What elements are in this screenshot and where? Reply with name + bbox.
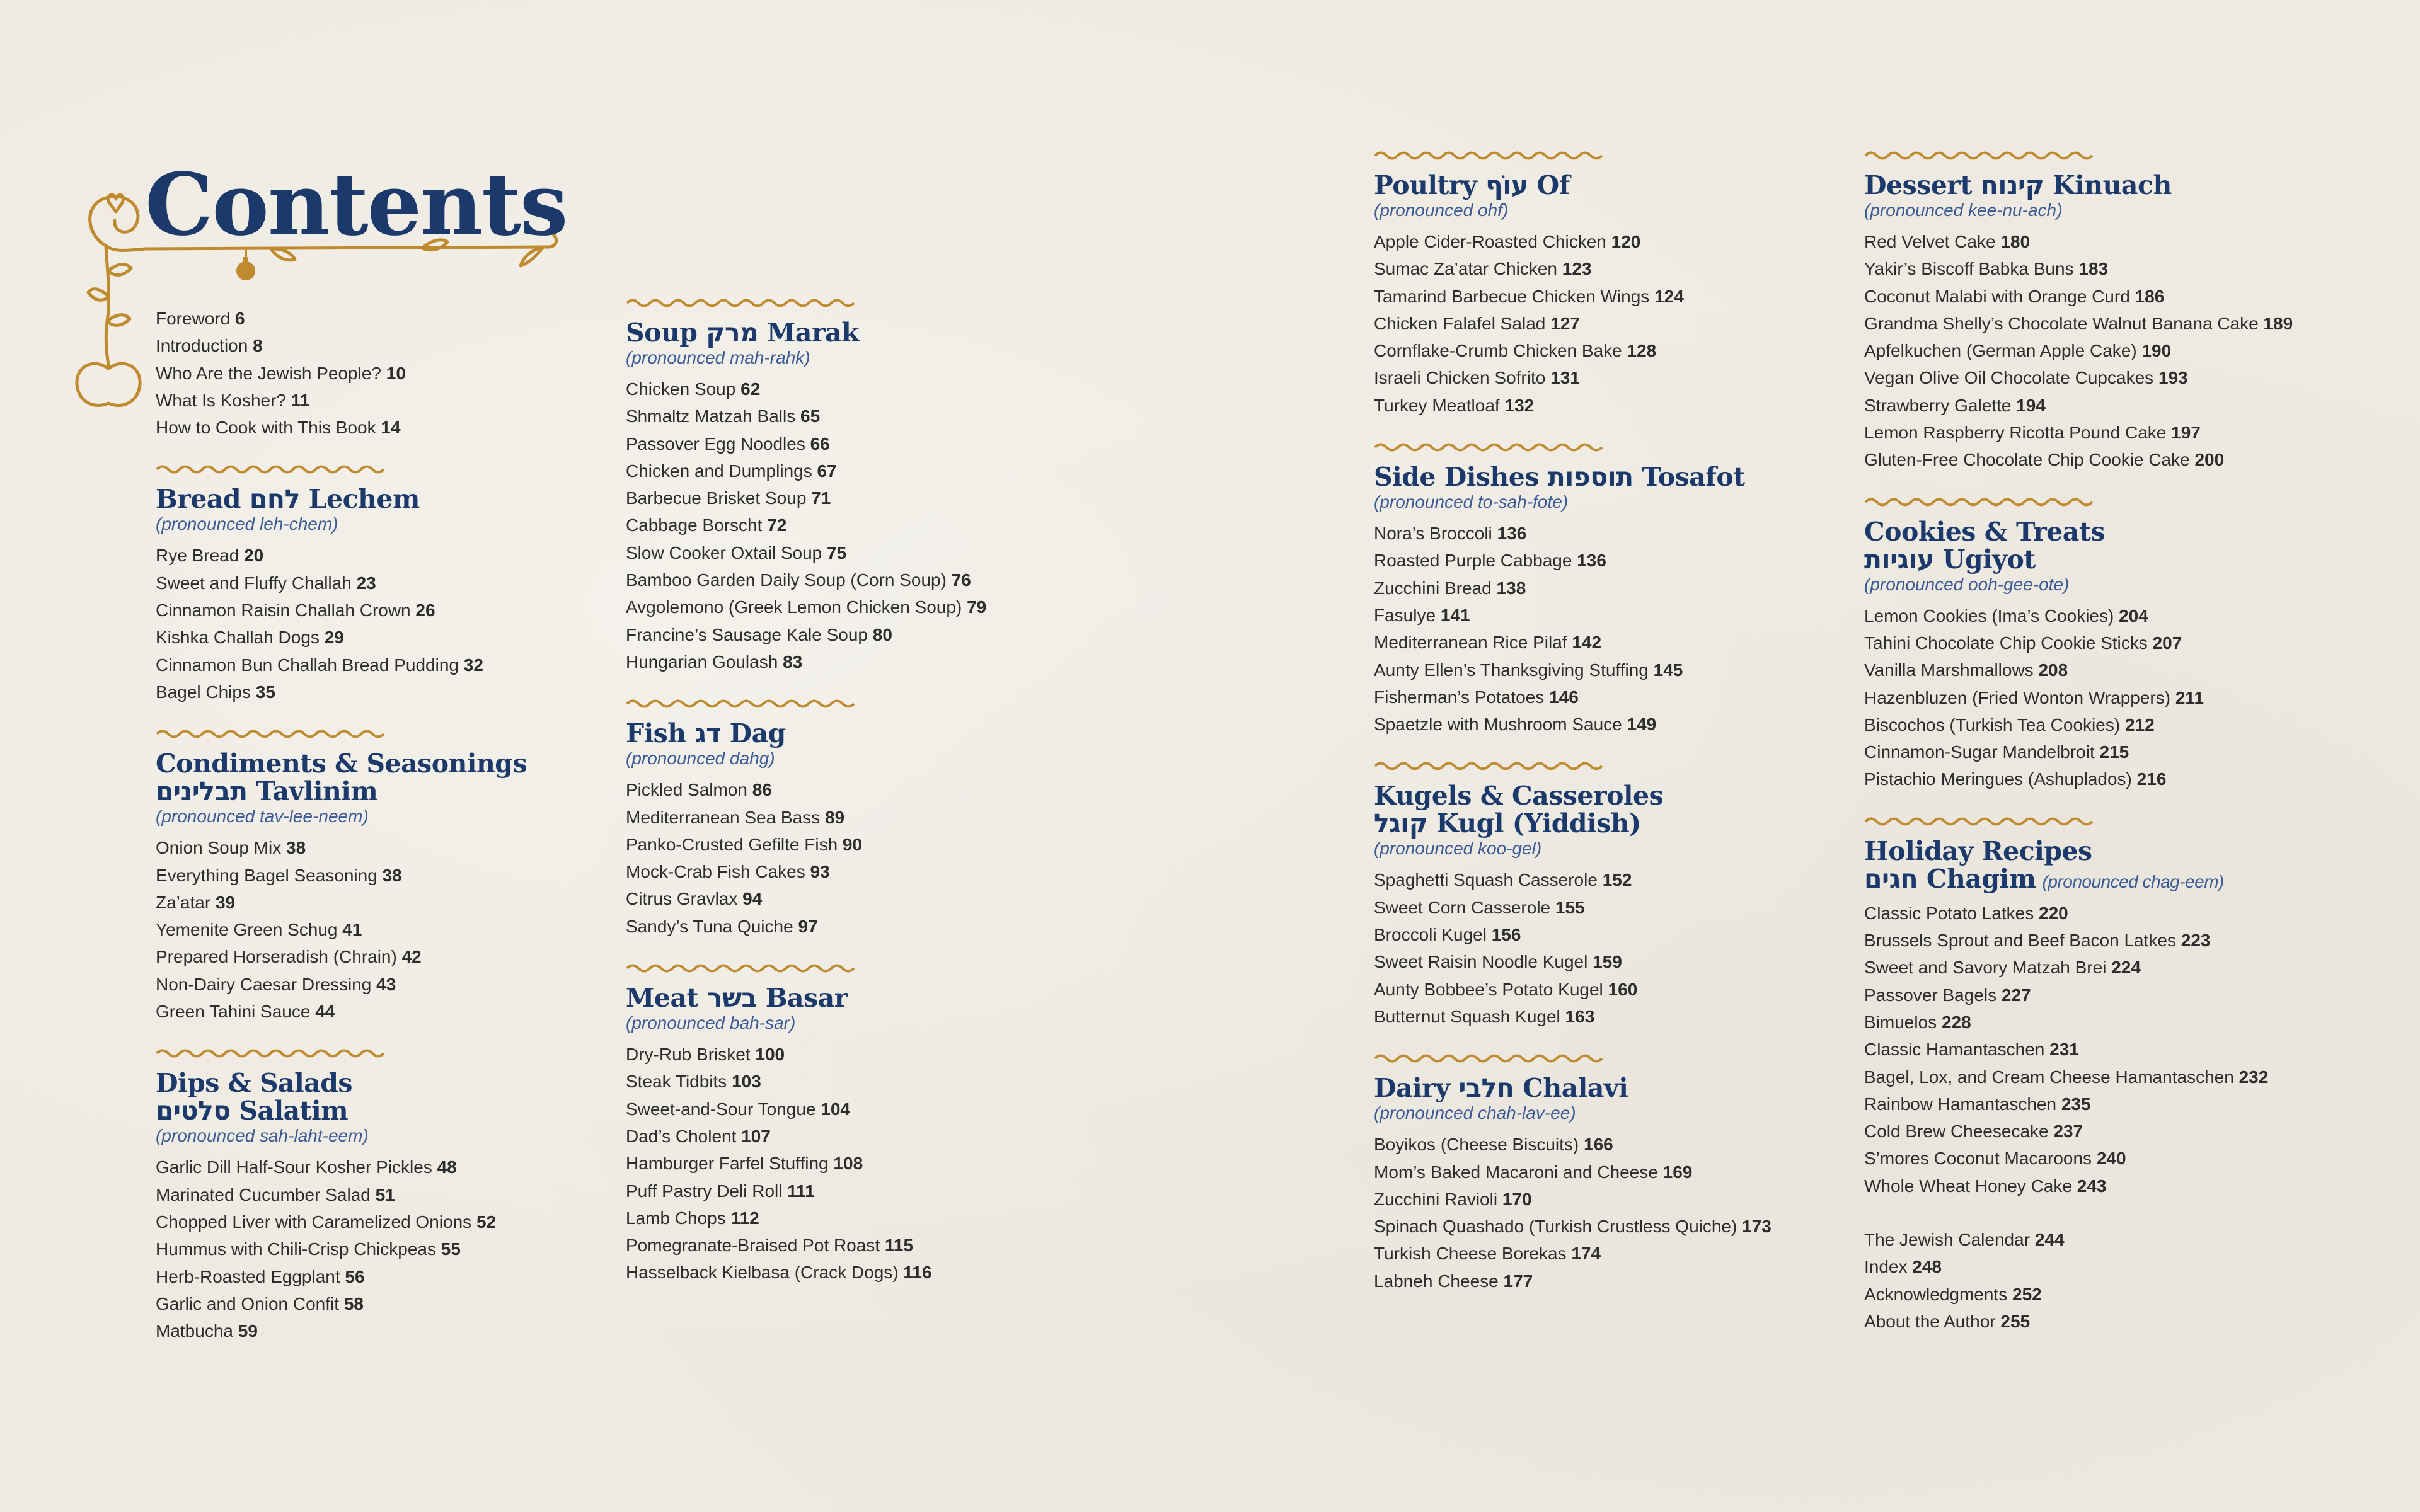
toc-entry[interactable]: Biscochos (Turkish Tea Cookies) 212 [1864,714,2155,735]
toc-entry[interactable]: Vegan Olive Oil Chocolate Cupcakes 193 [1864,368,2188,388]
column-1 [156,305,584,1344]
toc-entry[interactable]: Panko-Crusted Gefilte Fish 90 [626,834,863,854]
toc-entry[interactable]: Hungarian Goulash 83 [626,651,803,672]
toc-entry[interactable]: Shmaltz Matzah Balls 65 [626,406,821,427]
toc-entry[interactable]: Steak Tidbits 103 [626,1072,761,1092]
toc-entry[interactable]: Fasulye 141 [1374,605,1470,625]
toc-entry[interactable]: Boyikos (Cheese Biscuits) 166 [1374,1135,1613,1155]
section-heading[interactable]: Kugels & Casseroles קוגל Kugl (Yiddish) [1374,781,1664,839]
wave-divider-icon [156,462,389,476]
toc-entry[interactable]: Cabbage Borscht 72 [626,515,787,536]
pronunciation: (pronounced sah-laht-eem) [156,1126,369,1146]
toc-entry[interactable]: Citrus Gravlax 94 [626,889,763,909]
toc-entry[interactable]: What Is Kosher? 11 [156,390,310,410]
toc-entry[interactable]: Spaetzle with Mushroom Sauce 149 [1374,714,1657,735]
section-heading[interactable]: Poultry עוֹף Of [1374,170,1570,200]
toc-entry[interactable]: Mediterranean Sea Bass 89 [626,807,845,827]
toc-entry[interactable]: Bamboo Garden Daily Soup (Corn Soup) 76 [626,570,971,590]
section-heading[interactable]: Dairy חלבי Chalavi [1374,1073,1628,1104]
toc-entry[interactable]: Spinach Quashado (Turkish Crustless Quiche) 173 [1374,1217,1772,1237]
toc-entry[interactable]: Nora’s Broccoli 136 [1374,524,1527,544]
toc-entry[interactable]: Hasselback Kielbasa (Crack Dogs) 116 [626,1263,932,1283]
wave-divider-icon [1864,815,2097,828]
pronunciation: (pronounced ooh-gee-ote) [1864,574,2070,594]
toc-entry[interactable]: Francine’s Sausage Kale Soup 80 [626,624,892,644]
toc-entry[interactable]: Onion Soup Mix 38 [156,838,306,858]
pronunciation: (pronounced chah-lav-ee) [1374,1103,1576,1123]
pronunciation: (pronounced koo-gel) [1374,839,1542,859]
section-heading[interactable]: Dessert קינוח Kinuach [1864,170,2172,200]
toc-entry[interactable]: Kishka Challah Dogs 29 [156,627,344,648]
toc-entry[interactable]: Lemon Cookies (Ima’s Cookies) 204 [1864,605,2148,626]
wave-divider-icon [1374,759,1607,773]
toc-entry[interactable]: Dad’s Cholent 107 [626,1126,771,1146]
pronunciation: (pronounced to-sah-fote) [1374,492,1569,512]
toc-entry[interactable]: Aunty Bobbee’s Potato Kugel 160 [1374,979,1638,999]
toc-entry[interactable]: Who Are the Jewish People? 10 [156,363,406,383]
toc-entry[interactable]: Everything Bagel Seasoning 38 [156,865,402,885]
toc-entry[interactable]: Chopped Liver with Caramelized Onions 52 [156,1211,497,1232]
toc-entry[interactable]: Acknowledgments 252 [1864,1284,2042,1304]
section-holiday [1864,815,2406,1200]
toc-entry[interactable]: Yemenite Green Schug 41 [156,920,362,940]
pronunciation: (pronounced kee-nu-ach) [1864,200,2063,220]
section-heading[interactable]: Condiments & Seasonings תבלינים Tavlinim [156,748,527,807]
toc-entry[interactable]: Lemon Raspberry Ricotta Pound Cake 197 [1864,423,2201,443]
toc-entry[interactable]: Cinnamon Raisin Challah Crown 26 [156,600,435,621]
section-soup [626,296,1054,675]
toc-entry[interactable]: Apple Cider-Roasted Chicken 120 [1374,232,1641,251]
toc-entry[interactable]: The Jewish Calendar 244 [1864,1230,2065,1250]
toc-entry[interactable]: Zucchini Bread 138 [1374,578,1526,598]
pronunciation: (pronounced bah-sar) [626,1013,796,1033]
toc-entry[interactable]: Index 248 [1864,1257,1942,1277]
toc-entry[interactable]: Mediterranean Rice Pilaf 142 [1374,633,1602,653]
section-meat [626,961,1054,1286]
toc-entry[interactable]: Whole Wheat Honey Cake 243 [1864,1176,2107,1196]
toc-entry[interactable]: Bagel Chips 35 [156,682,275,702]
toc-entry[interactable]: Sweet-and-Sour Tongue 104 [626,1099,850,1119]
toc-entry[interactable]: Pickled Salmon 86 [626,780,772,800]
section-bread [156,462,584,706]
toc-entry[interactable]: Sweet Corn Casserole 155 [1374,897,1585,917]
toc-entry[interactable]: Grandma Shelly’s Chocolate Walnut Banana Cake 189 [1864,313,2293,333]
section-sides [1374,440,1853,738]
toc-entry[interactable]: Mock-Crab Fish Cakes 93 [626,862,830,882]
pronunciation: (pronounced leh-chem) [156,514,338,534]
wave-divider-icon [1374,440,1607,454]
front-matter-list [156,305,584,441]
pronunciation: (pronounced mah-rahk) [626,348,810,367]
toc-entry[interactable]: Vanilla Marshmallows 208 [1864,660,2068,680]
wave-divider-icon [156,1046,389,1060]
toc-entry[interactable]: Hamburger Farfel Stuffing 108 [626,1154,863,1174]
pronunciation: (pronounced chag-eem) [2042,871,2224,891]
toc-entry[interactable]: Prepared Horseradish (Chrain) 42 [156,947,422,967]
pronunciation: (pronounced ohf) [1374,200,1509,220]
toc-entry[interactable]: Chicken and Dumplings 67 [626,461,837,481]
toc-entry[interactable]: Pomegranate-Braised Pot Roast 115 [626,1235,914,1256]
toc-entry[interactable]: Herb-Roasted Eggplant 56 [156,1266,365,1286]
toc-entry[interactable]: Brussels Sprout and Beef Bacon Latkes 223 [1864,931,2211,951]
toc-entry[interactable]: Rye Bread 20 [156,546,264,566]
toc-entry[interactable]: Mom’s Baked Macaroni and Cheese 169 [1374,1162,1693,1182]
toc-entry[interactable]: Classic Hamantaschen 231 [1864,1040,2079,1060]
toc-entry[interactable]: Avgolemono (Greek Lemon Chicken Soup) 79 [626,597,987,617]
toc-entry[interactable]: Coconut Malabi with Orange Curd 186 [1864,286,2165,306]
column-3 [1374,149,1853,1295]
section-dessert [1864,149,2406,474]
toc-entry[interactable]: Lamb Chops 112 [626,1208,759,1228]
toc-entry[interactable]: Matbucha 59 [156,1321,258,1341]
toc-entry[interactable]: Strawberry Galette 194 [1864,395,2046,415]
toc-entry[interactable]: Roasted Purple Cabbage 136 [1374,551,1606,571]
toc-entry[interactable]: Broccoli Kugel 156 [1374,925,1521,945]
toc-entry[interactable]: Aunty Ellen’s Thanksgiving Stuffing 145 [1374,660,1683,680]
toc-entry[interactable]: Hazenbluzen (Fried Wonton Wrappers) 211 [1864,687,2204,707]
wave-divider-icon [626,697,859,711]
section-heading[interactable]: Dips & Salads סלטים Salatim [156,1068,353,1126]
toc-entry[interactable]: Turkish Cheese Borekas 174 [1374,1244,1601,1264]
toc-entry[interactable]: Non-Dairy Caesar Dressing 43 [156,974,396,994]
section-heading[interactable]: Fish דג Dag [626,718,786,749]
section-heading[interactable]: Cookies & Treats עוגיות Ugiyot [1864,516,2105,575]
pronunciation: (pronounced tav-lee-neem) [156,806,369,827]
toc-entry[interactable]: Barbecue Brisket Soup 71 [626,488,831,508]
toc-entry[interactable]: Israeli Chicken Sofrito 131 [1374,368,1580,388]
toc-entry[interactable]: Sweet and Fluffy Challah 23 [156,573,376,593]
toc-entry[interactable]: Turkey Meatloaf 132 [1374,395,1535,415]
toc-entry[interactable]: Bimuelos 228 [1864,1012,1971,1032]
toc-entry[interactable]: Cold Brew Cheesecake 237 [1864,1121,2083,1142]
wave-divider-icon [626,961,859,975]
section-heading[interactable]: Side Dishes תוספות Tosafot [1374,462,1745,493]
toc-entry[interactable]: Sandy’s Tuna Quiche 97 [626,916,818,936]
toc-entry[interactable]: How to Cook with This Book 14 [156,418,401,438]
toc-entry[interactable]: Garlic Dill Half-Sour Kosher Pickles 48 [156,1157,457,1177]
toc-entry[interactable]: Cinnamon-Sugar Mandelbroit 215 [1864,742,2129,762]
toc-entry[interactable]: Red Velvet Cake 180 [1864,232,2031,251]
toc-entry[interactable]: Cinnamon Bun Challah Bread Pudding 32 [156,655,483,675]
toc-entry[interactable]: Tamarind Barbecue Chicken Wings 124 [1374,286,1684,306]
toc-entry[interactable]: Puff Pastry Deli Roll 111 [626,1181,815,1201]
section-heading[interactable]: Holiday Recipes חגים Chagim (pronounced chag-eem) [1864,835,2224,894]
toc-entry[interactable]: Rainbow Hamantaschen 235 [1864,1094,2091,1114]
page-title: Contents [145,154,567,255]
section-dairy [1374,1051,1853,1295]
section-heading[interactable]: Soup מרק Marak [626,318,860,348]
column-4 [1864,149,2406,1335]
toc-entry[interactable]: About the Author 255 [1864,1311,2031,1331]
section-heading[interactable]: Bread לחם Lechem [156,484,420,515]
toc-entry[interactable]: Garlic and Onion Confit 58 [156,1293,364,1314]
wave-divider-icon [626,296,859,310]
toc-entry[interactable]: Passover Bagels 227 [1864,985,2031,1005]
toc-entry[interactable]: Sweet and Savory Matzah Brei 224 [1864,958,2141,978]
wave-divider-icon [1374,1051,1607,1065]
toc-entry[interactable]: Introduction 8 [156,336,263,356]
toc-entry[interactable]: Butternut Squash Kugel 163 [1374,1006,1595,1026]
section-dips [156,1046,584,1344]
toc-entry[interactable]: Yakir’s Biscoff Babka Buns 183 [1864,259,2109,279]
section-poultry [1374,149,1853,419]
toc-entry[interactable]: Bagel, Lox, and Cream Cheese Hamantaschen 232 [1864,1067,2269,1087]
wave-divider-icon [1864,495,2097,509]
toc-entry[interactable]: Tahini Chocolate Chip Cookie Sticks 207 [1864,633,2182,653]
section-heading[interactable]: Meat בשר Basar [626,983,848,1014]
toc-entry[interactable]: Za’atar 39 [156,892,236,912]
toc-entry[interactable]: Sweet Raisin Noodle Kugel 159 [1374,952,1622,972]
toc-entry[interactable]: Spaghetti Squash Casserole 152 [1374,870,1632,890]
toc-entry[interactable]: Chicken Falafel Salad 127 [1374,313,1580,333]
toc-entry[interactable]: Sumac Za’atar Chicken 123 [1374,259,1592,279]
pronunciation: (pronounced dahg) [626,748,775,769]
toc-entry[interactable]: Zucchini Ravioli 170 [1374,1189,1532,1209]
section-cookies [1864,495,2406,793]
back-matter-list [1864,1226,2406,1335]
toc-entry[interactable]: S’mores Coconut Macaroons 240 [1864,1148,2126,1169]
toc-entry[interactable]: Labneh Cheese 177 [1374,1271,1533,1291]
toc-entry[interactable]: Dry-Rub Brisket 100 [626,1045,785,1065]
toc-entry[interactable]: Gluten-Free Chocolate Chip Cookie Cake 200 [1864,450,2225,470]
toc-entry[interactable]: Slow Cooker Oxtail Soup 75 [626,542,847,563]
toc-entry[interactable]: Cornflake-Crumb Chicken Bake 128 [1374,341,1657,361]
section-kugels [1374,759,1853,1030]
toc-entry[interactable]: Chicken Soup 62 [626,379,761,399]
toc-entry[interactable]: Hummus with Chili-Crisp Chickpeas 55 [156,1239,461,1259]
toc-entry[interactable]: Marinated Cucumber Salad 51 [156,1184,395,1205]
toc-entry[interactable]: Pistachio Meringues (Ashuplados) 216 [1864,769,2167,789]
wave-divider-icon [156,727,389,741]
wave-divider-icon [1864,149,2097,163]
toc-entry[interactable]: Green Tahini Sauce 44 [156,1002,335,1022]
wave-divider-icon [1374,149,1607,163]
toc-entry[interactable]: Foreword 6 [156,309,245,328]
toc-entry[interactable]: Classic Potato Latkes 220 [1864,903,2068,923]
section-condiments [156,727,584,1025]
toc-entry[interactable]: Passover Egg Noodles 66 [626,433,830,454]
section-fish [626,697,1054,940]
column-2 [626,296,1054,1286]
toc-entry[interactable]: Apfelkuchen (German Apple Cake) 190 [1864,341,2172,361]
toc-entry[interactable]: Fisherman’s Potatoes 146 [1374,687,1579,707]
